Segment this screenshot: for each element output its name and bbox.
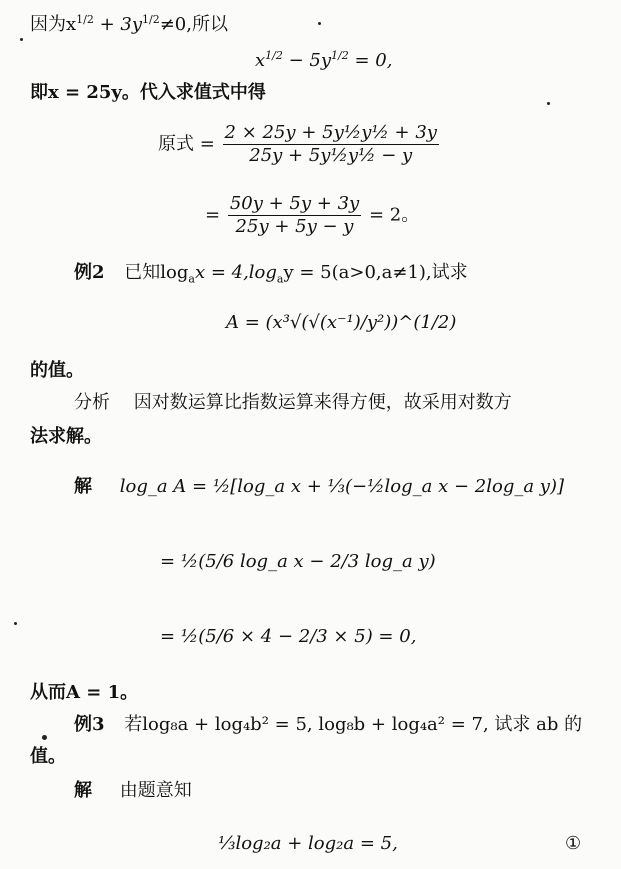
exponent: 1/2 <box>265 49 283 62</box>
scan-speck <box>547 102 550 105</box>
solution-line-2: = ½(5/6 log_a x − 2/3 log_a y) <box>160 551 436 572</box>
equation-original <box>158 124 441 165</box>
formula-a: A = (x³√(√(x⁻¹)/y²))^(1/2) <box>226 312 457 333</box>
solution-line-1 <box>74 478 564 496</box>
line-14: 从而A = 1。 <box>30 682 139 703</box>
text: − 5y <box>282 50 332 71</box>
example-label: 例2 <box>74 262 105 283</box>
solution-label: 解 <box>74 476 92 497</box>
prefix: = <box>205 204 221 226</box>
text: ≠0,所以 <box>159 14 228 35</box>
line-2 <box>255 50 392 70</box>
denominator: 25y + 5y½y½ − y <box>249 145 413 166</box>
line-8: 的值。 <box>30 360 84 381</box>
solution-label: 解 <box>74 780 92 801</box>
result: = 2。 <box>368 204 420 226</box>
scan-speck <box>42 735 47 740</box>
text: x <box>255 50 266 71</box>
numerator: 2 × 25y + 5y½y½ + 3y <box>224 122 437 143</box>
prefix: 原式 = <box>158 133 215 155</box>
denominator: 25y + 5y − y <box>235 216 354 237</box>
example-2-line <box>74 264 468 285</box>
equation: log_a A = ½[log_a x + ⅓(−½log_a x − 2log_a y)] <box>119 476 565 497</box>
numerator: 50y + 5y + 3y <box>229 193 360 214</box>
example-label: 例3 <box>74 714 105 735</box>
analysis-line <box>74 394 512 412</box>
scan-speck <box>318 22 321 25</box>
analysis-label: 分析 <box>74 392 110 413</box>
example-3-line <box>74 716 582 734</box>
text: 若log₈a + log₄b² = 5, log₈b + log₄a² = 7, 试求 ab 的 <box>124 714 583 735</box>
subscript: a <box>276 272 284 286</box>
text: x = 4,log <box>194 262 277 283</box>
line-16: 值。 <box>30 746 66 767</box>
text: = 0, <box>348 50 393 71</box>
subscript: a <box>188 272 195 286</box>
exponent: 1/2 <box>331 49 349 62</box>
last-equation: ⅓log₂a + log₂a = 5, <box>218 833 398 854</box>
solution-line-3: = ½(5/6 × 4 − 2/3 × 5) = 0, <box>160 626 417 647</box>
fraction <box>223 124 439 165</box>
equation-simplified <box>205 195 419 236</box>
scan-speck <box>14 622 17 625</box>
line-1 <box>30 14 228 34</box>
line-10: 法求解。 <box>30 426 102 447</box>
text: + 3y <box>93 14 143 35</box>
text: 因为x <box>30 14 77 35</box>
line-3: 即x = 25y。代入求值式中得 <box>30 82 266 103</box>
exponent: 1/2 <box>76 13 94 26</box>
text: 已知log <box>124 262 189 283</box>
solution-2-line <box>74 782 192 800</box>
equation-number: ① <box>565 833 582 854</box>
text: y = 5(a>0,a≠1),试求 <box>283 262 468 283</box>
fraction <box>228 195 361 236</box>
scan-speck <box>20 38 23 41</box>
exponent: 1/2 <box>142 13 160 26</box>
text: 由题意知 <box>119 780 192 801</box>
analysis-text: 因对数运算比指数运算来得方便，故采用对数方 <box>133 392 512 413</box>
